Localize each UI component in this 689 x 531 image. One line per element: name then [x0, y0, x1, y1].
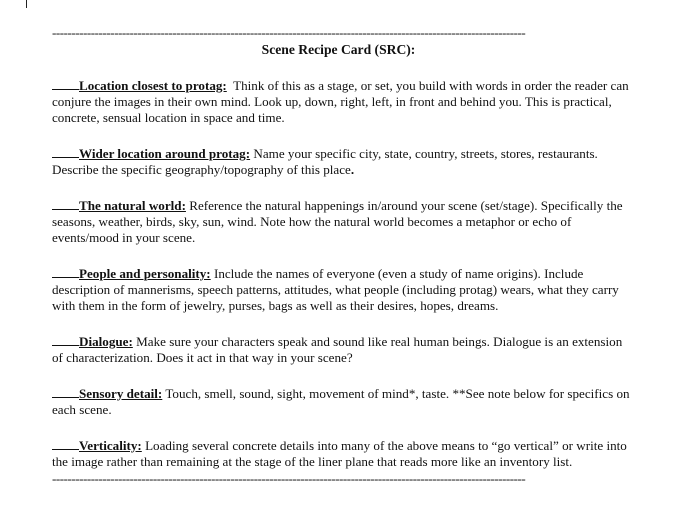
checkbox-blank [52, 198, 79, 210]
checkbox-blank [52, 334, 79, 346]
bottom-dashed-rule: -------------------------------------------------------------------------------------------------------------------------- [52, 472, 526, 486]
section-tail: . [350, 162, 355, 177]
section-verticality [52, 438, 632, 470]
top-dashed-rule: -------------------------------------------------------------------------------------------------------------------------- [52, 26, 526, 40]
section-heading: Dialogue: [79, 334, 133, 349]
checkbox-blank [52, 78, 79, 90]
checkbox-blank [52, 438, 79, 450]
text-cursor [26, 0, 27, 8]
checkbox-blank [52, 266, 79, 278]
section-dialogue [52, 334, 632, 366]
section-body: Touch, smell, sound, sight, movement of mind*, taste. **See note below for specifics on each scene. [52, 386, 630, 417]
section-heading: People and personality: [79, 266, 211, 281]
checkbox-blank [52, 146, 79, 158]
section-body: Include the names of everyone (even a study of name origins). Include description of mannerisms, speech patterns, attitudes, what people (including protag) wears, what they carry with them in the form of jewelry, purses, bags as well as their desires, hopes, dreams. [52, 266, 619, 313]
card-title: Scene Recipe Card (SRC): [261, 42, 416, 57]
section-sensory-detail [52, 386, 632, 418]
section-heading: The natural world: [79, 198, 186, 213]
document-page [52, 26, 642, 486]
section-heading: Wider location around protag: [79, 146, 251, 161]
section-body: Make sure your characters speak and sound like real human beings. Dialogue is an extension of characterization. Does it act in that way in your scene? [52, 334, 623, 365]
section-location-closest [52, 78, 632, 126]
section-body: Reference the natural happenings in/around your scene (set/stage). Specifically the seasons, weather, birds, sky, sun, wind. Note how the natural world becomes a metaphor or echo of events/mood in your scene. [52, 198, 623, 245]
section-people-personality [52, 266, 632, 314]
section-wider-location [52, 146, 632, 178]
section-body: Name your specific city, state, country, streets, stores, restaurants. Describe the specific geography/topography of this place [52, 146, 598, 177]
section-heading: Verticality: [79, 438, 142, 453]
section-body: Think of this as a stage, or set, you build with words in order the reader can conjure the images in their own mind. Look up, down, right, left, in front and behind you. This is practical, concrete, sensual location in space and time. [52, 78, 629, 125]
section-heading: Location closest to protag: [79, 78, 227, 93]
section-natural-world [52, 198, 632, 246]
checkbox-blank [52, 386, 79, 398]
section-body: Loading several concrete details into many of the above means to “go vertical” or write into the image rather than remaining at the stage of the liner plane that reads more like an inventory list. [52, 438, 627, 469]
section-heading: Sensory detail: [79, 386, 163, 401]
